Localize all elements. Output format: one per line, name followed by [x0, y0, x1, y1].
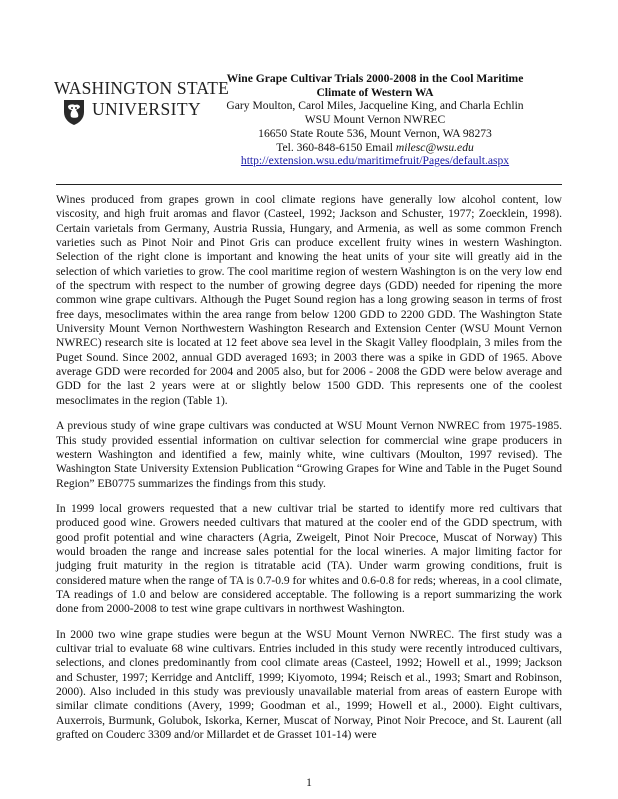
logo-text-washington-state: WASHINGTON STATE	[54, 78, 230, 98]
paragraph-previous-study: A previous study of wine grape cultivars was conducted at WSU Mount Vernon NWREC from 1975-1985. This study provided essential information on cultivar selection for commercial wine grape producers in western Washington and identified a few, mainly white, wine cultivars (Moulton, 1997 revised). The Washington State University Extension Publication “Growing Grapes for Wine and Table in the Puget Sound Region” EB0775 summarizes the findings from this study.	[56, 420, 562, 490]
document-body	[56, 193, 562, 742]
paragraph-intro: Wines produced from grapes grown in cool climate regions have generally low alcohol content, low viscosity, and high fruit aromas and flavor (Casteel, 1992; Jackson and Schuster, 1977; Zoecklein, 1998). Certain varietals from Germany, Austria Russia, Hungary, and Armenia, as well as some common French varieties such as Pinot Noir and Pinot Gris can produce excellent fruity wines in western Washington. Selection of the right clone is important and knowing the heat units of your site will greatly aid in the selection of which varieties to grow. The cool maritime region of western Washington is on the very low end of the spectrum with respect to the number of growing degree days (GDD) needed for ripening the more common wine grape cultivars. Although the Puget Sound region has a long growing season in terms of frost free days, mesoclimates within the area range from below 1200 GDD to 2200 GDD. The Washington State University Mount Vernon Northwestern Washington Research and Extension Center (WSU Mount Vernon NWREC) research site is located at 12 feet above sea level in the Skagit Valley floodplain, 3 miles from the Puget Sound. Since 2002, annual GDD averaged 1693; in 2003 there was a spike in GDD of 1965. Above average GDD were recorded for 2004 and 2005 also, but for 2006 - 2008 the GDD were below average and GDD for the last 2 years were at or slightly below 1500 GDD. This represents one of the coolest mesoclimates in the region (Table 1).	[56, 194, 562, 407]
page-number: 1	[306, 777, 312, 789]
paragraph-2000-studies: In 2000 two wine grape studies were begun at the WSU Mount Vernon NWREC. The first study was a cultivar trial to evaluate 68 wine cultivars. Entries included in this study were recently introduced cultivars, selections, and clones predominantly from cool climate areas (Casteel, 1992; Howell et al., 1999; Jackson and Schuster, 1997; Kerridge and Antcliff, 1999; Kiyomoto, 1994; Reisch et al., 1993; Smart and Robinson, 2000). Also included in this study was previously unavailable material from areas of eastern Europe with similar climate conditions (Avery, 1999; Goodman et al., 1999; Howell et al., 2000). Eight cultivars, Auxerrois, Burmunk, Golubok, Iskorka, Kerner, Muscat of Norway, Pinot Noir Precoce, and St. Laurent (all grafted on Couderc 3309 and/or Millardet et de Grasset 101-14) were	[56, 628, 562, 742]
authors: Gary Moulton, Carol Miles, Jacqueline King, and Charla Echlin	[226, 99, 524, 113]
address: 16650 State Route 536, Mount Vernon, WA 98273	[258, 126, 492, 140]
contact-line	[200, 141, 550, 155]
document-header	[200, 72, 550, 168]
wsu-logo	[54, 78, 230, 138]
logo-text-university: UNIVERSITY	[92, 99, 201, 119]
cougar-shield-icon	[62, 98, 86, 126]
paragraph-1999-request: In 1999 local growers requested that a new cultivar trial be started to identify more red cultivars that produced good wine. Growers needed cultivars that matured at the cooler end of the GDD spectrum, with good profit potential and wine characters (Agria, Zweigelt, Pinot Noir Precoce, Muscat of Norway) This would broaden the range and increase sales potential for the local wineries. A major limiting factor for judging fruit maturity in the region is titratable acid (TA). Under warm growing conditions, fruit is considered mature when the range of TA is 0.7-0.9 for whites and 0.6-0.8 for reds; whereas, in a cool climate, TA readings of 1.0 and below are considered acceptable. The following is a report summarizing the work done from 2000-2008 to test wine grape cultivars in northwest Washington.	[56, 502, 562, 616]
document-title-line2: Climate of Western WA	[316, 85, 434, 99]
organization: WSU Mount Vernon NWREC	[304, 113, 446, 127]
website-link[interactable]: http://extension.wsu.edu/maritimefruit/Pages/default.aspx	[240, 154, 510, 168]
contact-prefix: Tel. 360-848-6150 Email	[276, 140, 396, 154]
header-divider	[56, 184, 562, 185]
document-title-line1: Wine Grape Cultivar Trials 2000-2008 in the Cool Maritime	[226, 72, 524, 85]
email-address[interactable]: milesc@wsu.edu	[395, 140, 474, 154]
